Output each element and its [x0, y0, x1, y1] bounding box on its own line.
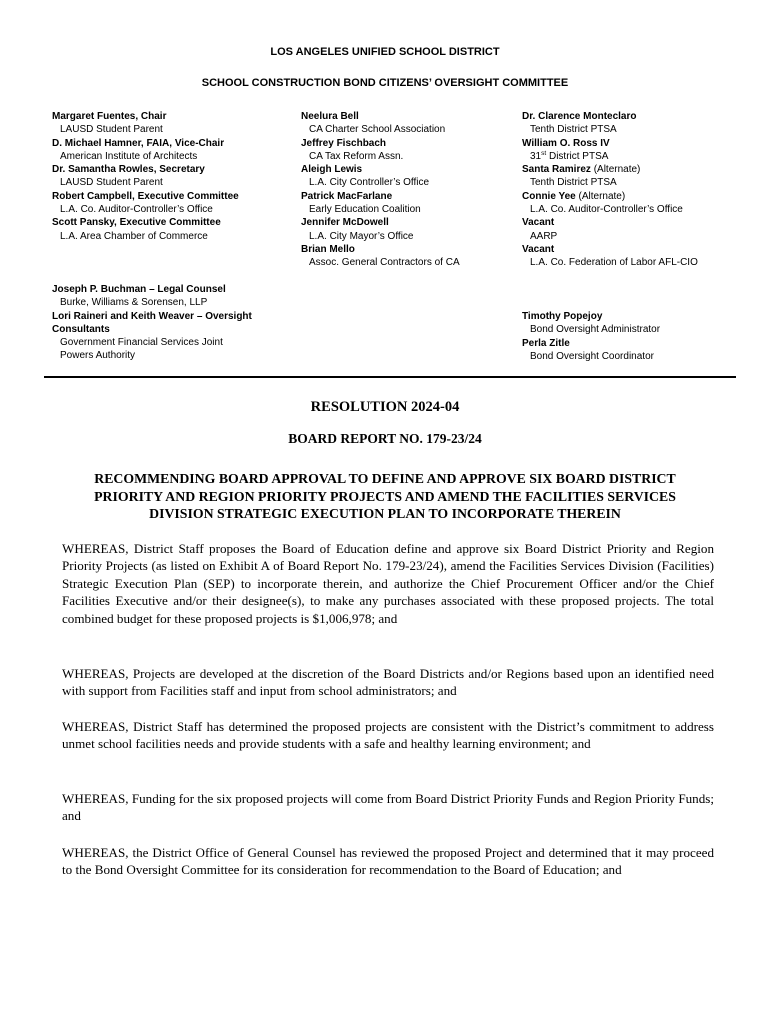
member-name — [522, 190, 698, 203]
title-line: DIVISION STRATEGIC EXECUTION PLAN TO INCORPORATE THEREIN — [149, 506, 621, 521]
member-name: Patrick MacFarlane — [301, 190, 393, 202]
member-org: CA Tax Reform Assn. — [309, 150, 404, 162]
member-org: L.A. Co. Federation of Labor AFL-CIO — [530, 257, 698, 269]
alternate-note: (Alternate) — [575, 190, 626, 202]
member-org — [522, 150, 698, 163]
member-name: Neelura Bell — [301, 111, 359, 122]
consultants-org: Powers Authority — [60, 350, 136, 362]
member-org: AARP — [530, 230, 558, 242]
member-name: William O. Ross IV — [522, 137, 610, 149]
member-name: Scott Pansky, Executive Committee — [52, 217, 221, 229]
member-name: Jeffrey Fischbach — [301, 137, 387, 149]
member-org: Tenth District PTSA — [530, 124, 617, 136]
legal-counsel-name: Joseph P. Buchman – Legal Counsel — [52, 284, 226, 295]
counsel-block — [52, 283, 252, 363]
member-name: Dr. Clarence Monteclaro — [522, 111, 637, 122]
whereas-paragraph: WHEREAS, District Staff proposes the Board of Education define and approve six Board District Priority and Region Priority Projects (as listed on Exhibit A of Board Report No. 179-23/24), amend the Facilities Services Division (Facilities) Strategic Execution Plan (SEP) to incorporate therein, and authorize the Chief Procurement Officer and/or the Chief Facilities Executive and/or their designee(s), to make any purchases associated with these proposed projects. The total combined budget for these proposed projects is $1,006,978; and — [62, 541, 714, 626]
member-name: Margaret Fuentes, Chair — [52, 111, 167, 122]
member-name: Vacant — [522, 217, 555, 229]
whereas-paragraph: WHEREAS, the District Office of General Counsel has reviewed the proposed Project and determined that it may proceed to the Bond Oversight Committee for its consideration for recommendation to the Board of Education; and — [62, 845, 714, 878]
consultants-name: Consultants — [52, 323, 110, 335]
member-org: LAUSD Student Parent — [60, 124, 163, 136]
whereas-paragraph: WHEREAS, District Staff has determined the proposed projects are consistent with the District’s commitment to address unmet school facilities needs and provide students with a safe and healthy learning environment; and — [62, 719, 714, 752]
member-org: American Institute of Architects — [60, 150, 198, 162]
member-org: CA Charter School Association — [309, 124, 446, 136]
member-name: Dr. Samantha Rowles, Secretary — [52, 164, 205, 176]
legal-counsel-org: Burke, Williams & Sorensen, LLP — [60, 297, 208, 309]
member-name — [522, 163, 698, 176]
district-heading: LOS ANGELES UNIFIED SCHOOL DISTRICT — [270, 46, 500, 58]
consultants-name: Lori Raineri and Keith Weaver – Oversight — [52, 310, 252, 322]
member-name: Robert Campbell, Executive Committee — [52, 190, 239, 202]
members-column-2 — [301, 110, 460, 270]
district-number: 31 — [530, 150, 542, 162]
staff-name: Timothy Popejoy — [522, 311, 603, 322]
whereas-paragraph: WHEREAS, Funding for the six proposed projects will come from Board District Priority Funds and Region Priority Funds; and — [62, 791, 714, 824]
member-name: Aleigh Lewis — [301, 164, 363, 176]
district-text: District PTSA — [546, 150, 609, 162]
divider-rule — [44, 376, 736, 378]
member-org: L.A. Co. Auditor-Controller’s Office — [60, 204, 213, 216]
member-org: LAUSD Student Parent — [60, 177, 163, 189]
member-name-text: Connie Yee — [522, 190, 576, 202]
staff-name: Perla Zitle — [522, 337, 570, 349]
staff-block — [522, 310, 660, 363]
title-line: PRIORITY AND REGION PRIORITY PROJECTS AND AMEND THE FACILITIES SERVICES — [94, 488, 676, 504]
members-column-3 — [522, 110, 698, 270]
staff-role: Bond Oversight Coordinator — [530, 350, 654, 362]
whereas-paragraph: WHEREAS, Projects are developed at the discretion of the Board Districts and/or Regions based upon an identified need with support from Facilities staff and input from school administrators; and — [62, 666, 714, 699]
alternate-note: (Alternate) — [590, 164, 641, 176]
member-org: L.A. Area Chamber of Commerce — [60, 230, 208, 242]
member-org: L.A. City Controller’s Office — [309, 177, 430, 189]
member-name: Jennifer McDowell — [301, 217, 389, 229]
staff-role: Bond Oversight Administrator — [530, 324, 661, 336]
ordinal-suffix: st — [541, 149, 547, 157]
member-org: Tenth District PTSA — [530, 177, 617, 189]
member-org: L.A. City Mayor’s Office — [309, 230, 414, 242]
member-name-text: Santa Ramirez — [522, 164, 591, 176]
member-name: Vacant — [522, 243, 555, 255]
member-org: Assoc. General Contractors of CA — [309, 257, 460, 269]
committee-heading: SCHOOL CONSTRUCTION BOND CITIZENS’ OVERSIGHT COMMITTEE — [201, 77, 569, 89]
title-line: RECOMMENDING BOARD APPROVAL TO DEFINE AND APPROVE SIX BOARD DISTRICT — [94, 471, 676, 486]
board-report-number: BOARD REPORT NO. 179-23/24 — [288, 431, 482, 446]
members-column-1 — [52, 110, 239, 243]
resolution-title — [40, 470, 730, 523]
resolution-number: RESOLUTION 2024-04 — [310, 399, 460, 415]
member-org: L.A. Co. Auditor-Controller’s Office — [530, 204, 683, 216]
member-name: D. Michael Hamner, FAIA, Vice-Chair — [52, 137, 225, 149]
member-name: Brian Mello — [301, 243, 355, 255]
consultants-org: Government Financial Services Joint — [60, 337, 223, 349]
member-org: Early Education Coalition — [309, 204, 421, 216]
